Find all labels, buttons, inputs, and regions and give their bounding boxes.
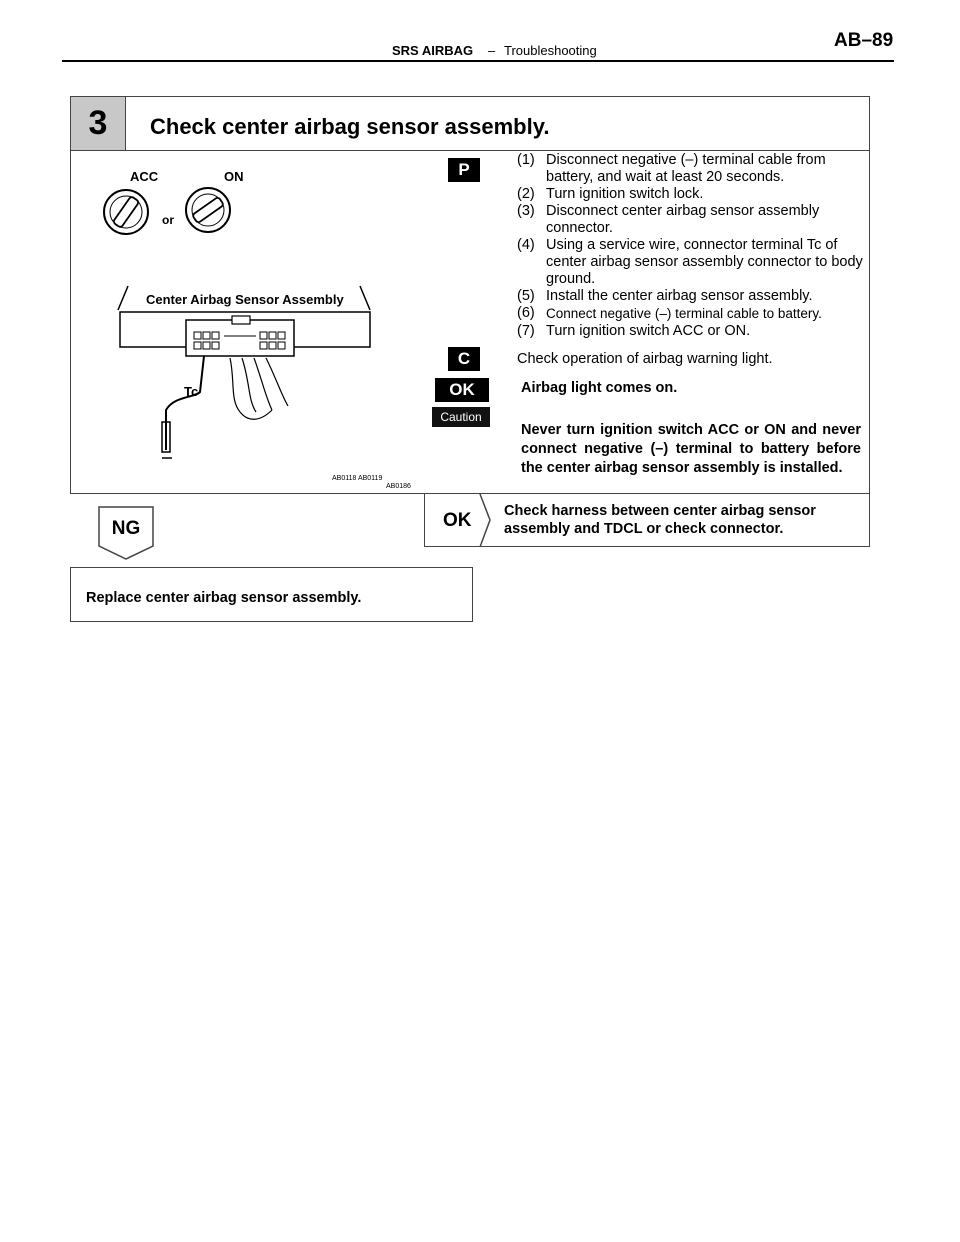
- header-section: SRS AIRBAG: [392, 43, 474, 58]
- procedure-list: [517, 152, 867, 340]
- header-subsection: Troubleshooting: [504, 43, 597, 58]
- page-number: AB–89: [834, 30, 894, 51]
- procedure-step: (7) Turn ignition switch ACC or ON.: [517, 323, 751, 339]
- ok-branch-label: OK: [443, 510, 472, 531]
- ng-branch-label: NG: [111, 518, 141, 539]
- assembly-label: Center Airbag Sensor Assembly: [146, 292, 344, 307]
- step-number: 3: [71, 97, 126, 150]
- procedure-step: (5) Install the center airbag sensor assembly.: [517, 288, 813, 304]
- ok-branch-text: Check harness between center airbag sensor assembly and TDCL or check connector.: [504, 503, 816, 537]
- ng-branch-text: Replace center airbag sensor assembly.: [86, 590, 362, 606]
- ok-result-text: Airbag light comes on.: [521, 380, 678, 396]
- caution-text: Never turn ignition switch ACC or ON and never connect negative (–) terminal to battery before the center airbag sensor assembly is installed.: [521, 422, 861, 476]
- procedure-step: (2) Turn ignition switch lock.: [517, 186, 704, 202]
- figure-code-1: AB0118 AB0119: [332, 475, 383, 482]
- airbag-sensor-diagram: [90, 160, 430, 490]
- step-title: Check center airbag sensor assembly.: [150, 114, 550, 139]
- tc-label: Tc: [184, 384, 199, 399]
- header-separator: –: [488, 43, 496, 58]
- ok-tag: OK: [435, 378, 489, 402]
- acc-switch-icon: [104, 190, 148, 234]
- figure-code-2: AB0186: [386, 483, 411, 490]
- procedure-step: (6) Connect negative (–) terminal cable to battery.: [517, 305, 822, 321]
- header-rule: [62, 60, 894, 62]
- chevron-right-icon: [478, 494, 492, 547]
- prepare-tag: P: [448, 158, 480, 182]
- acc-label: ACC: [130, 169, 159, 184]
- on-switch-icon: [186, 188, 230, 232]
- caution-tag: Caution: [432, 407, 490, 427]
- procedure-step: (4) Using a service wire, connector terminal Tc of center airbag sensor assembly connector to body ground.: [517, 237, 863, 287]
- or-label: or: [162, 213, 174, 227]
- on-label: ON: [224, 169, 244, 184]
- check-tag: C: [448, 347, 480, 371]
- check-operation-text: Check operation of airbag warning light.: [517, 351, 773, 367]
- procedure-step: (3) Disconnect center airbag sensor assembly connector.: [517, 203, 820, 236]
- procedure-step: (1) Disconnect negative (–) terminal cable from battery, and wait at least 20 seconds.: [517, 152, 826, 185]
